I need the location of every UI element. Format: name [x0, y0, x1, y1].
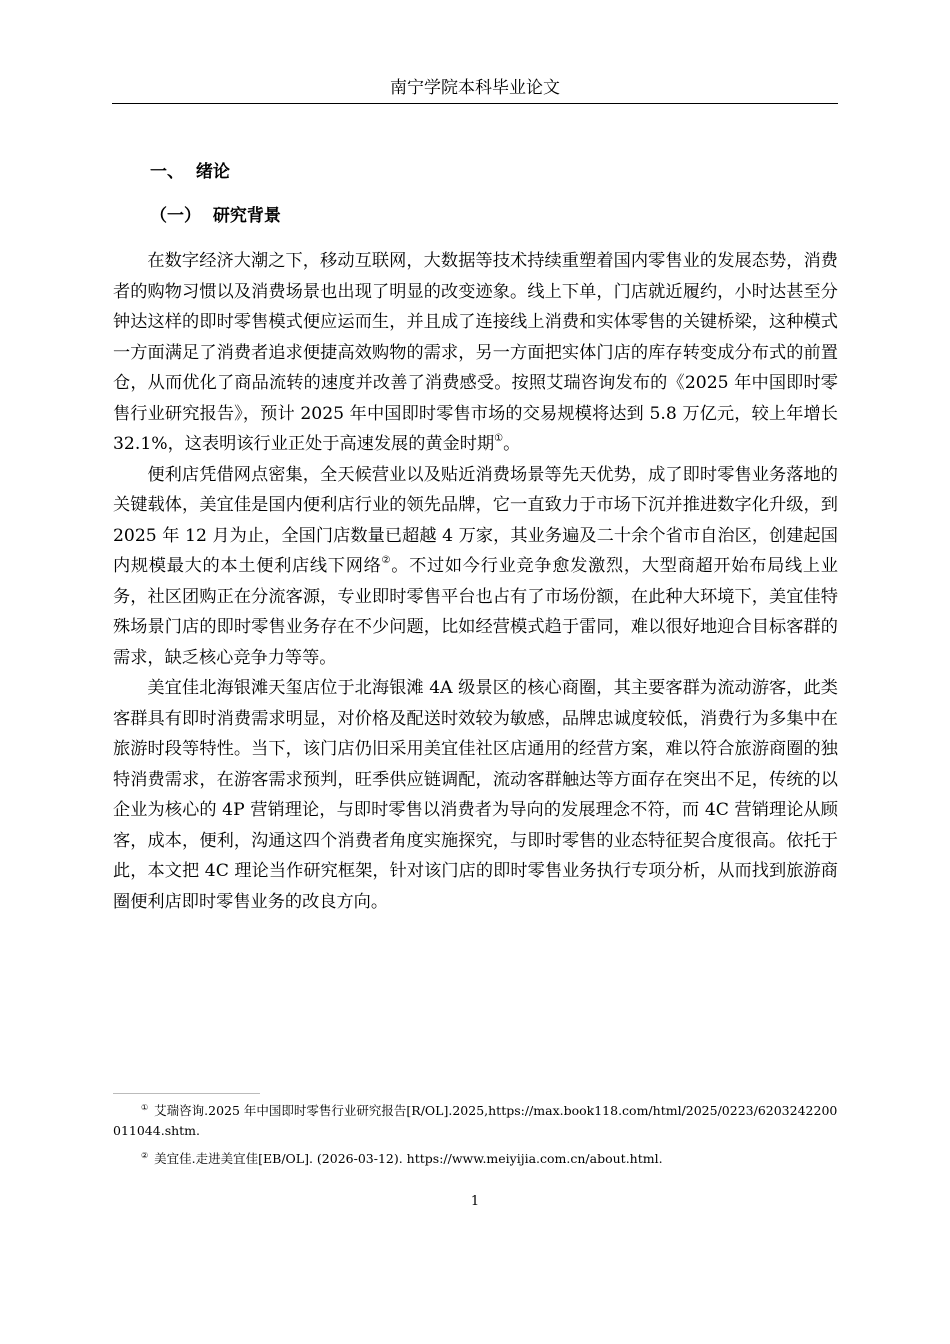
paragraph-text: 便利店凭借网点密集，全天候营业以及贴近消费场景等先天优势，成了即时零售业务落地的关键载体，美宜佳是国内便利店行业的领先品牌，它一直致力于市场下沉并推进数字化升级，到 2025 年 12 月为止，全国门店数量已超越 4 万家，其业务遍及二十余个省市自治区，创建起国内规模最大的本土便利店线下网络 — [113, 464, 838, 576]
footnote-separator — [113, 1093, 260, 1094]
section-heading: （一） 研究背景 — [150, 206, 281, 226]
footnote-ref: ① — [494, 433, 504, 444]
paragraph-text: 在数字经济大潮之下，移动互联网，大数据等技术持续重塑着国内零售业的发展态势，消费者的购物习惯以及消费场景也出现了明显的改变迹象。线上下单，门店就近履约，小时达甚至分钟达这样的即时零售模式便应运而生，并且成了连接线上消费和实体零售的关键桥梁，这种模式一方面满足了消费者追求便捷高效购物的需求，另一方面把实体门店的库存转变成分布式的前置仓，从而优化了商品流转的速度并改善了消费感受。按照艾瑞咨询发布的《2025 年中国即时零售行业研究报告》，预计 2025 年中国即时零售市场的交易规模将达到 5.8 万亿元，较上年增长 32.1%，这表明该行业正处于高速发展的黄金时期 — [113, 251, 838, 454]
footnote-2 — [113, 1149, 838, 1169]
page-number: 1 — [470, 1194, 480, 1209]
paragraph-text-tail: 。不过如今行业竞争愈发激烈，大型商超开始布局线上业务，社区团购正在分流客源，专业即时零售平台也占有了市场份额，在此种大环境下，美宜佳特殊场景门店的即时零售业务存在不少问题，比如经营模式趋于雷同，难以很好地迎合目标客群的需求，缺乏核心竞争力等等。 — [113, 556, 838, 668]
footnote-text: 艾瑞咨询.2025 年中国即时零售行业研究报告[R/OL].2025,https://max.book118.com/html/2025/0223/6203242200011044.shtm. — [113, 1103, 838, 1138]
footnote-1 — [113, 1101, 838, 1141]
body-text — [113, 246, 838, 917]
header-rule — [112, 103, 838, 104]
footnote-ref: ② — [381, 555, 392, 566]
footnote-text: 美宜佳.走进美宜佳[EB/OL]. (2026-03-12). https://www.meiyijia.com.cn/about.html. — [154, 1151, 663, 1166]
chapter-heading: 一、 绪论 — [150, 162, 230, 182]
paragraph-1 — [113, 246, 838, 460]
footnotes — [113, 1101, 838, 1177]
paragraph-3 — [113, 673, 838, 917]
paragraph-2 — [113, 460, 838, 674]
page-header: 南宁学院本科毕业论文 — [390, 78, 560, 98]
paragraph-text: 美宜佳北海银滩天玺店位于北海银滩 4A 级景区的核心商圈，其主要客群为流动游客，此类客群具有即时消费需求明显，对价格及配送时效较为敏感，品牌忠诚度较低，消费行为多集中在旅游时段等特性。当下，该门店仍旧采用美宜佳社区店通用的经营方案，难以符合旅游商圈的独特消费需求，在游客需求预判，旺季供应链调配，流动客群触达等方面存在突出不足，传统的以企业为核心的 4P 营销理论，与即时零售以消费者为导向的发展理念不符，而 4C 营销理论从顾客，成本，便利，沟通这四个消费者角度实施探究，与即时零售的业态特征契合度很高。依托于此，本文把 4C 理论当作研究框架，针对该门店的即时零售业务执行专项分析，从而找到旅游商圈便利店即时零售业务的改良方向。 — [113, 678, 838, 912]
footnote-mark: ① — [141, 1103, 149, 1112]
footnote-mark: ② — [141, 1151, 149, 1160]
paragraph-text-tail: 。 — [503, 434, 521, 454]
